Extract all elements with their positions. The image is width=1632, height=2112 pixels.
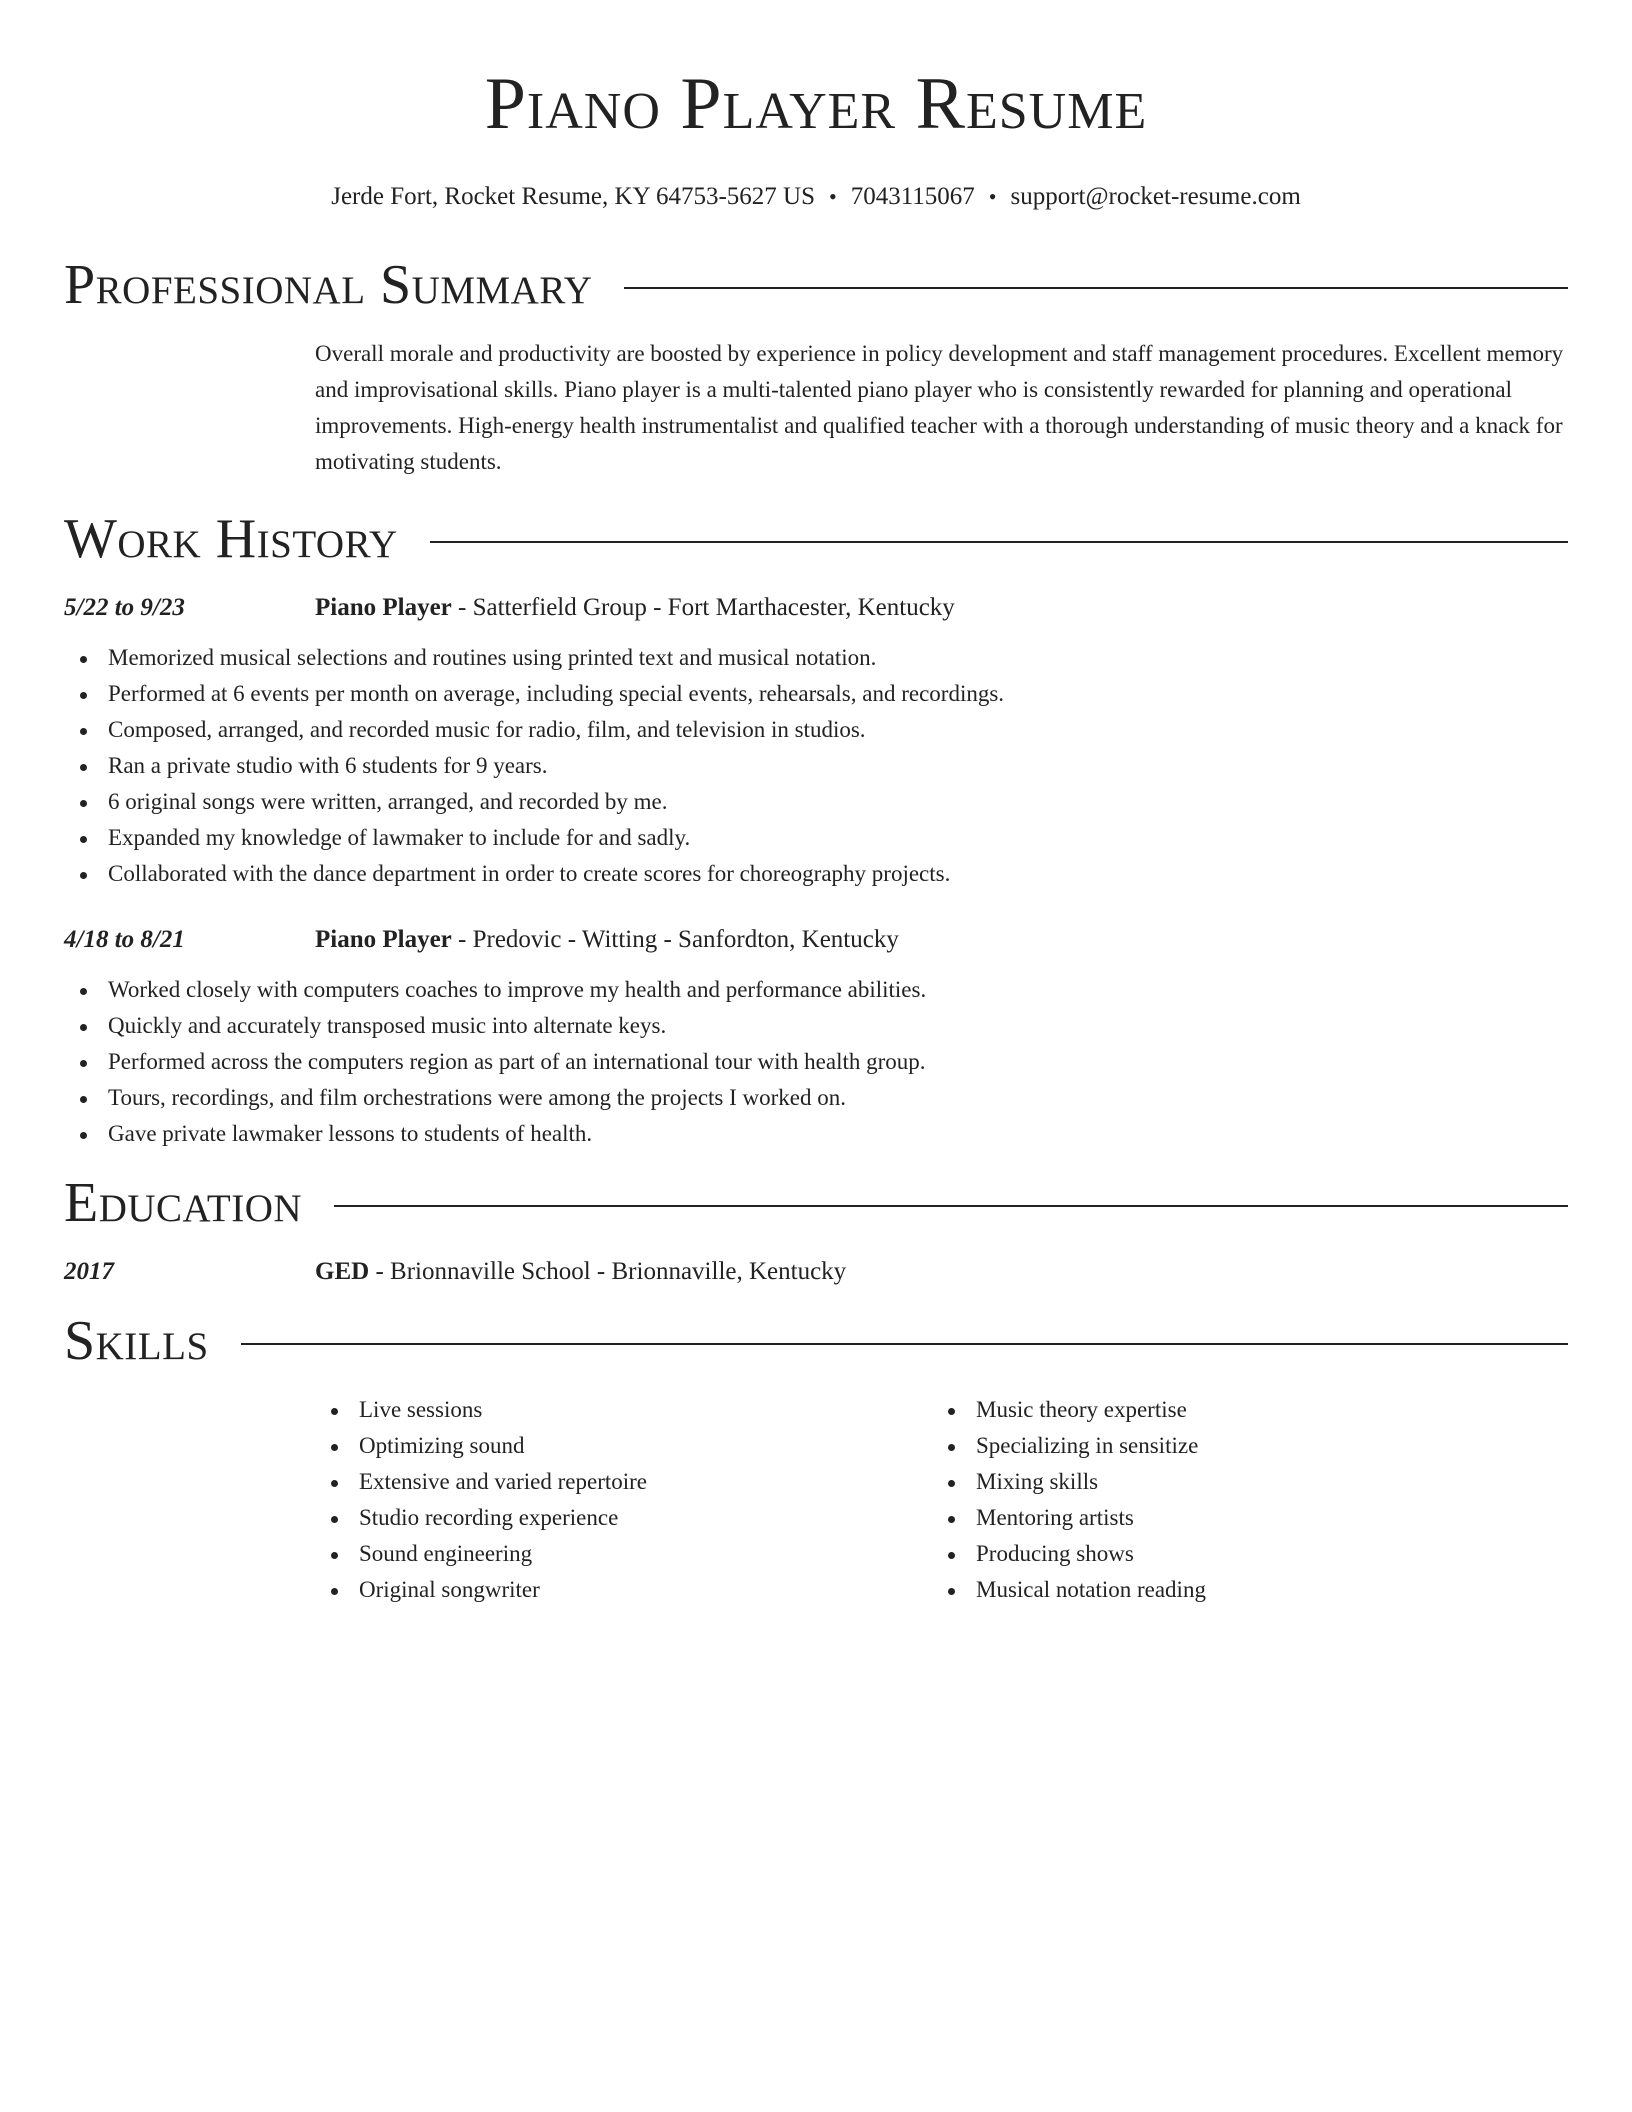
job-title: Piano Player xyxy=(315,926,452,953)
skills-column-right xyxy=(932,1392,1549,1608)
list-item: Performed at 6 events per month on average, including special events, rehearsals, and recordings. xyxy=(64,676,1568,712)
summary-section-header xyxy=(64,252,1568,318)
contact-phone: 7043115067 xyxy=(850,183,975,210)
education-heading-line xyxy=(315,1256,1568,1288)
skill-item: Mentoring artists xyxy=(932,1500,1549,1536)
list-item: Collaborated with the dance department in order to create scores for choreography projects. xyxy=(64,856,1568,892)
skills-column-left xyxy=(315,1392,932,1608)
job-employer: - Satterfield Group - Fort Marthacester, Kentucky xyxy=(451,594,955,621)
job-employer: - Predovic - Witting - Sanfordton, Kentucky xyxy=(451,926,899,953)
list-item: Worked closely with computers coaches to improve my health and performance abilities. xyxy=(64,972,1568,1008)
summary-text: Overall morale and productivity are boosted by experience in policy development and staff management procedures. Excellent memory and improvisational skills. Piano player is a multi-talented piano player who is consistently rewarded for planning and operational improvements. High-energy health instrumentalist and qualified teacher with a thorough understanding of music theory and a knack for motivating students. xyxy=(315,341,1564,474)
education-degree: GED xyxy=(315,1258,370,1285)
contact-line xyxy=(64,182,1568,212)
list-item: Ran a private studio with 6 students for 9 years. xyxy=(64,748,1568,784)
job-entry xyxy=(64,592,1568,892)
education-school: - Brionnaville School - Brionnaville, Kentucky xyxy=(369,1258,847,1285)
list-item: Composed, arranged, and recorded music for radio, film, and television in studios. xyxy=(64,712,1568,748)
list-item: Memorized musical selections and routines using printed text and musical notation. xyxy=(64,640,1568,676)
contact-address: Jerde Fort, Rocket Resume, KY 64753-5627 US xyxy=(331,183,815,210)
skill-item: Extensive and varied repertoire xyxy=(315,1464,932,1500)
education-heading: Education xyxy=(64,1172,303,1234)
section-divider xyxy=(334,1205,1568,1207)
summary-heading: Professional Summary xyxy=(64,254,593,316)
skill-item: Specializing in sensitize xyxy=(932,1428,1549,1464)
section-divider xyxy=(430,541,1568,543)
education-entry xyxy=(64,1256,1568,1288)
job-bullets xyxy=(64,972,1568,1152)
job-entry xyxy=(64,924,1568,1152)
resume-title: Piano Player Resume xyxy=(484,63,1148,145)
contact-email: support@rocket-resume.com xyxy=(1010,183,1301,210)
skill-item: Music theory expertise xyxy=(932,1392,1549,1428)
job-dates: 5/22 to 9/23 xyxy=(64,594,185,621)
skill-item: Original songwriter xyxy=(315,1572,932,1608)
job-title: Piano Player xyxy=(315,594,452,621)
skills-heading: Skills xyxy=(64,1310,209,1372)
skill-item: Producing shows xyxy=(932,1536,1549,1572)
skill-item: Sound engineering xyxy=(315,1536,932,1572)
resume-page xyxy=(64,0,1568,1608)
job-heading xyxy=(315,592,1568,624)
skill-item: Mixing skills xyxy=(932,1464,1549,1500)
contact-separator: • xyxy=(988,184,997,209)
education-year: 2017 xyxy=(64,1258,114,1285)
job-heading xyxy=(315,924,1568,956)
skills-section-header xyxy=(64,1308,1568,1374)
list-item: Gave private lawmaker lessons to students of health. xyxy=(64,1116,1568,1152)
skill-item: Studio recording experience xyxy=(315,1500,932,1536)
skills-list xyxy=(315,1392,1568,1608)
skill-item: Musical notation reading xyxy=(932,1572,1549,1608)
job-dates: 4/18 to 8/21 xyxy=(64,926,185,953)
job-bullets xyxy=(64,640,1568,892)
list-item: Tours, recordings, and film orchestrations were among the projects I worked on. xyxy=(64,1080,1568,1116)
section-divider xyxy=(241,1343,1568,1345)
education-section-header xyxy=(64,1170,1568,1236)
list-item: Expanded my knowledge of lawmaker to include for and sadly. xyxy=(64,820,1568,856)
list-item: Performed across the computers region as part of an international tour with health group. xyxy=(64,1044,1568,1080)
work-section-header xyxy=(64,506,1568,572)
section-divider xyxy=(624,287,1568,289)
work-heading: Work History xyxy=(64,508,398,570)
skill-item: Optimizing sound xyxy=(315,1428,932,1464)
skill-item: Live sessions xyxy=(315,1392,932,1428)
list-item: 6 original songs were written, arranged, and recorded by me. xyxy=(64,784,1568,820)
contact-separator: • xyxy=(828,184,837,209)
list-item: Quickly and accurately transposed music into alternate keys. xyxy=(64,1008,1568,1044)
